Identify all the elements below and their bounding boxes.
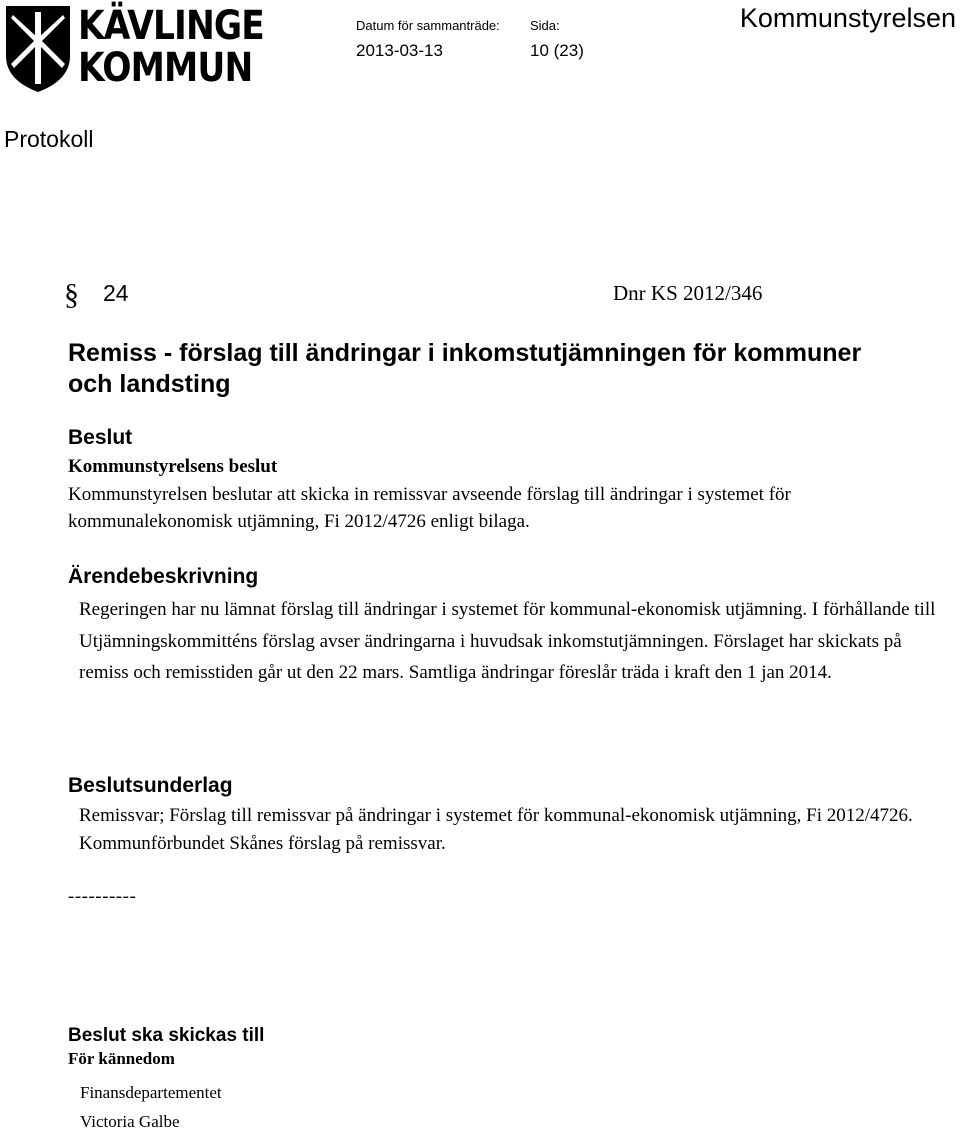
municipal-shield-icon: [4, 4, 72, 94]
logo-text-line2: KOMMUN: [78, 45, 253, 91]
organization-title: Kommunstyrelsen: [739, 3, 956, 33]
recipient-list: [80, 1078, 222, 1136]
meeting-date-label: Datum för sammanträde:: [356, 18, 500, 33]
section-sign: §: [64, 278, 79, 311]
board-decision-subheading: Kommunstyrelsens beslut: [68, 456, 278, 477]
document-type: Protokoll: [4, 126, 94, 152]
matter-title: Remiss - förslag till ändringar i inkomstutjämningen för kommuner och landsting: [68, 339, 862, 398]
decision-basis-list: [79, 802, 949, 858]
case-description-text: Regeringen har nu lämnat förslag till ändringar i systemet för kommunal-ekonomisk utjämning. I förhållande till Utjämningskommitténs förslag avser ändringarna i huvudsak inkomstutjämningen. Förslaget har skickats på remiss och remisstiden går ut den 22 mars. Samtliga ändringar föreslår träda i kraft den 1 jan 2014.: [79, 599, 936, 683]
page-number: 10 (23): [530, 41, 584, 60]
decision-heading: Beslut: [68, 426, 133, 449]
logo-text-line1: KÄVLINGE: [78, 3, 264, 49]
separator-dashes: ----------: [68, 886, 137, 907]
decision-basis-item: Remissvar; Förslag till remissvar på ändringar i systemet för kommunal-ekonomisk utjämning, Fi 2012/4726.: [79, 805, 913, 826]
decision-basis-item: Kommunförbundet Skånes förslag på remissvar.: [79, 833, 446, 854]
page-label: Sida:: [530, 18, 560, 33]
recipient: Finansdepartementet: [80, 1083, 222, 1102]
decision-basis-heading: Beslutsunderlag: [68, 774, 233, 797]
recipient: Victoria Galbe: [80, 1112, 180, 1131]
meeting-date: 2013-03-13: [356, 41, 443, 60]
paragraph-number: 24: [103, 280, 129, 306]
decision-text: Kommunstyrelsen beslutar att skicka in remissvar avseende förslag till ändringar i systemet för kommunalekonomisk utjämning, Fi 2012/4726 enligt bilaga.: [68, 484, 791, 532]
kavlinge-kommun-logo: [4, 3, 264, 96]
case-description-heading: Ärendebeskrivning: [68, 565, 259, 588]
diary-number: Dnr KS 2012/346: [613, 281, 763, 305]
for-information-subheading: För kännedom: [68, 1049, 175, 1068]
distribution-heading: Beslut ska skickas till: [68, 1025, 265, 1046]
